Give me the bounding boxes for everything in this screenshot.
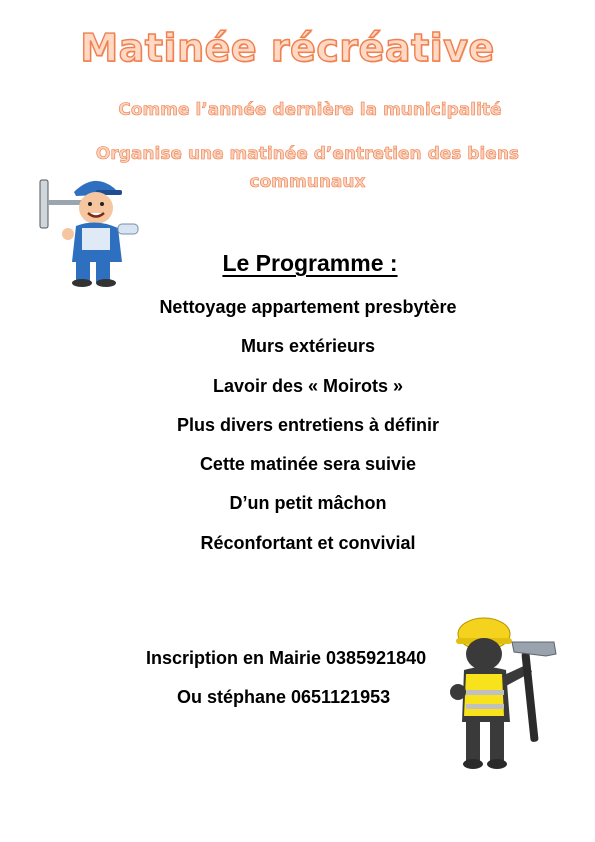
programme-item: D’un petit mâchon xyxy=(229,493,387,514)
programme-item: Nettoyage appartement presbytère xyxy=(159,297,457,317)
programme-item: Plus divers entretiens à définir xyxy=(176,414,440,435)
contact-stephane: Ou stéphane 0651121953 xyxy=(177,687,391,707)
subtitle-line-1: Comme l’année dernière la municipalité xyxy=(118,100,502,120)
programme-item: Murs extérieurs xyxy=(240,336,376,357)
construction-worker-image xyxy=(442,612,567,772)
subtitle-line-2: Organise une matinée d’entretien des biens communaux xyxy=(95,144,520,192)
programme-item: Lavoir des « Moirots » xyxy=(212,375,404,396)
page-title: Matinée récréative xyxy=(80,26,495,70)
programme-item: Réconfortant et convivial xyxy=(200,532,416,553)
programme-heading: Le Programme : xyxy=(222,250,398,276)
programme-item: Cette matinée sera suivie xyxy=(199,454,417,475)
cleaner-worker-image xyxy=(36,170,146,290)
programme-list xyxy=(80,294,536,569)
contact-mairie: Inscription en Mairie 0385921840 xyxy=(146,648,427,668)
